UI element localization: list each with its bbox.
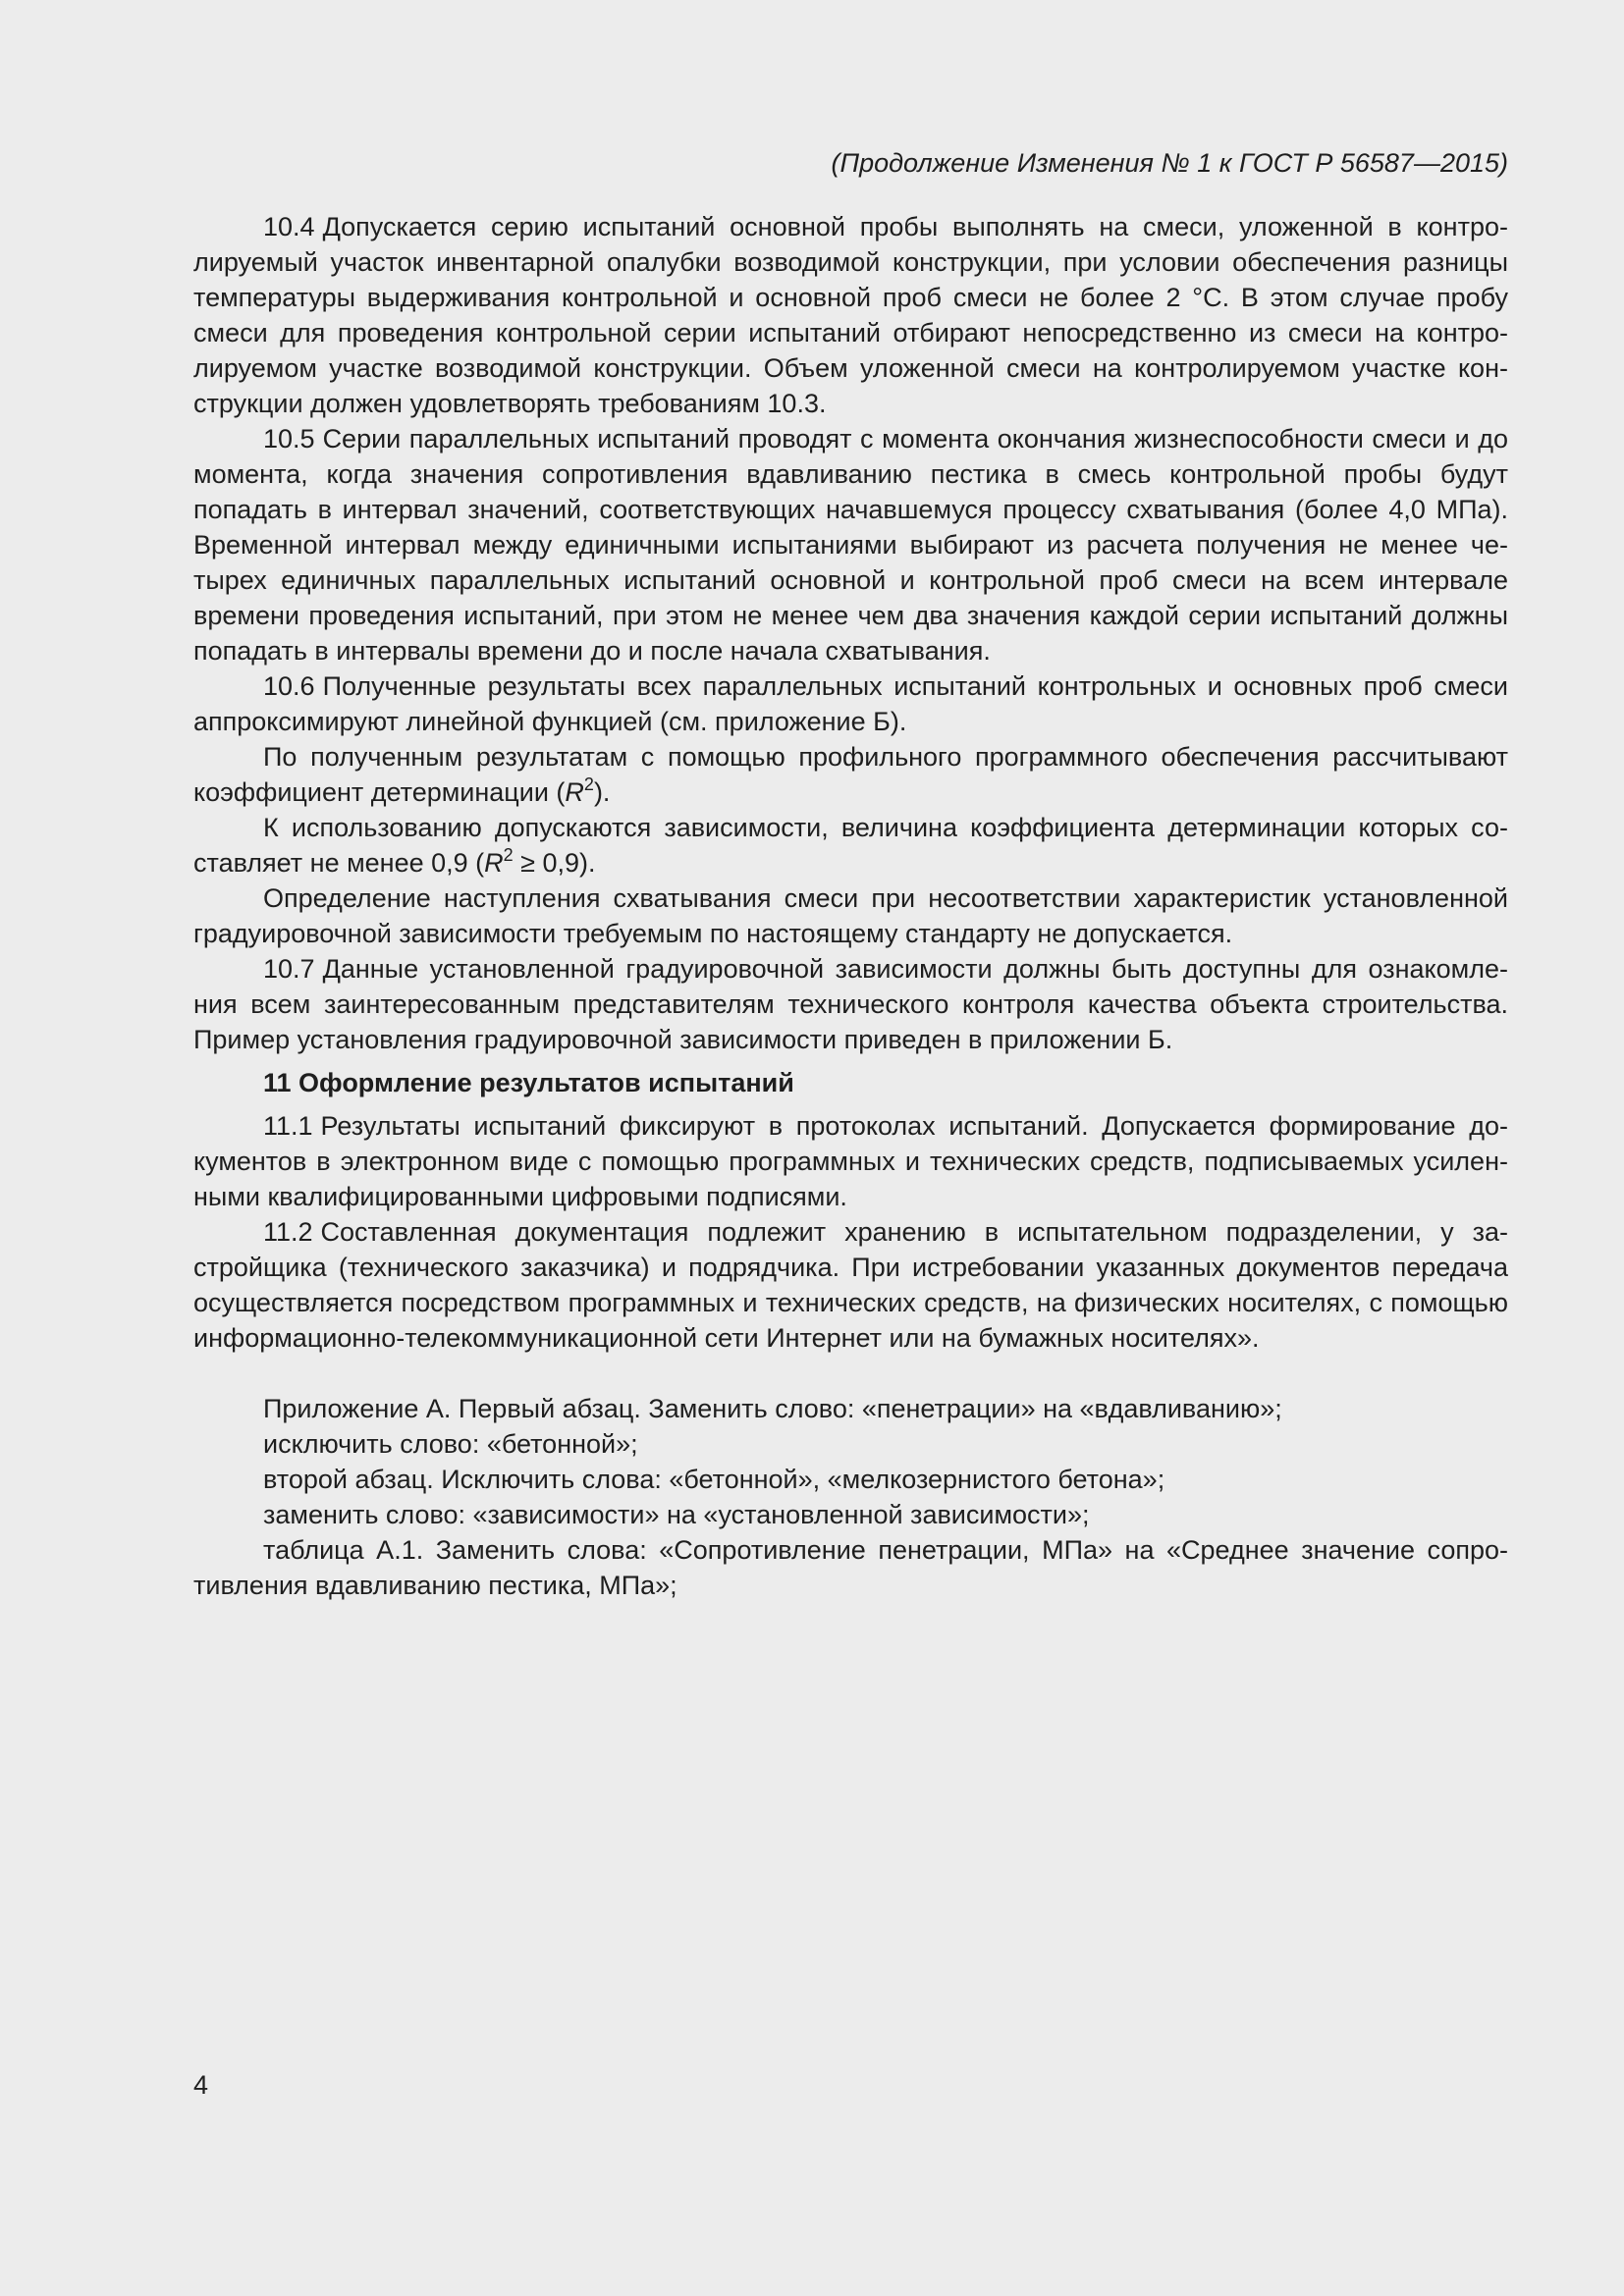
appendix-line-4: заменить слово: «зависимости» на «установленной зависимости»; (263, 1500, 1090, 1529)
paragraph-text: К использованию допускаются зависимости, величина коэффициента детерминации которых составляет не менее 0,9 ( (193, 813, 1508, 878)
paragraph-definition (193, 881, 1508, 951)
clause-number: 10.7 (263, 954, 315, 984)
paragraph-text: Данные установленной градуировочной зависимости должны быть доступны для ознакомления всем заинтересованным представителям технического контроля качества объекта строительства. Пример установления градуировочной зависимости приведен в приложении Б. (193, 954, 1508, 1054)
paragraph-10-7 (193, 951, 1508, 1057)
paragraph-text-end: ≥ 0,9). (513, 848, 596, 878)
paragraph-text: Допускается серию испытаний основной пробы выполнять на смеси, уложенной в контролируемый участок инвентарной опалубки возводимой конструкции, при условии обеспечения разницы температуры выдерживания контрольной и основной проб смеси не более 2 °С. В этом случае пробу смеси для проведения контрольной серии испытаний отбирают непосредственно из смеси на контролируемом участке возводимой конструкции. Объем уложенной смеси на контролируемом участке конструкции должен удовлетворять требованиям 10.3. (193, 212, 1508, 418)
clause-number: 11.2 (263, 1217, 313, 1247)
paragraph-text: Определение наступления схватывания смеси при несоответствии характеристик установленной градуировочной зависимости требуемым по настоящему стандарту не допускается. (193, 883, 1508, 948)
appendix-line-5: таблица А.1. Заменить слова: «Сопротивление пенетрации, МПа» на «Среднее значение сопротивления вдавливанию пестика, МПа»; (193, 1535, 1508, 1600)
paragraph-usage (193, 810, 1508, 881)
formula-superscript: 2 (583, 774, 594, 794)
section-11-heading: 11 Оформление результатов испытаний (263, 1068, 794, 1097)
paragraph-10-4 (193, 209, 1508, 421)
paragraph-text: Серии параллельных испытаний проводят с момента окончания жизнеспособности смеси и до момента, когда значения сопротивления вдавливанию пестика в смесь контрольной пробы будут попадать в интервал значений, соответствующих начавшемуся процессу схватывания (более 4,0 МПа). Временной интервал между единичными испытаниями выбирают из расчета получения не менее четырех единичных параллельных испытаний основной и контрольной проб смеси на всем интервале времени проведения испытаний, при этом не менее чем два значения каждой серии испытаний должны попадать в интервалы времени до и после начала схватывания. (193, 424, 1508, 666)
page-number: 4 (193, 2070, 209, 2100)
spacer (193, 1356, 1508, 1391)
paragraph-text: По полученным результатам с помощью профильного программного обеспечения рассчитывают коэффициент детерминации ( (193, 742, 1508, 807)
paragraph-determination (193, 739, 1508, 810)
appendix-line-1: Приложение А. Первый абзац. Заменить слово: «пенетрации» на «вдавливанию»; (263, 1394, 1282, 1423)
paragraph-11-2 (193, 1214, 1508, 1356)
paragraph-11-1 (193, 1108, 1508, 1214)
clause-number: 10.5 (263, 424, 315, 454)
clause-number: 11.1 (263, 1111, 313, 1141)
clause-number: 10.4 (263, 212, 315, 241)
formula-variable: R (484, 848, 504, 878)
running-header: (Продолжение Изменения № 1 к ГОСТ Р 56587—2015) (831, 148, 1508, 178)
appendix-line-2: исключить слово: «бетонной»; (263, 1429, 638, 1459)
document-body (193, 209, 1508, 1603)
formula-superscript: 2 (503, 845, 514, 865)
paragraph-text: Составленная документация подлежит хранению в испытательном подразделении, у застройщика (технического заказчика) и подрядчика. При истребовании указанных документов передача осуществляется посредством программных и технических средств, на физических носителях, с помощью информационно-телекоммуникационной сети Интернет или на бумажных носителях». (193, 1217, 1508, 1353)
formula-variable: R (565, 777, 584, 807)
paragraph-text: Результаты испытаний фиксируют в протоколах испытаний. Допускается формирование документов в электронном виде с помощью программных и технических средств, подписываемых усиленными квалифицированными цифровыми подписями. (193, 1111, 1508, 1211)
paragraph-10-6 (193, 668, 1508, 739)
paragraph-10-5 (193, 421, 1508, 668)
paragraph-text-end: ). (593, 777, 611, 807)
appendix-line-3: второй абзац. Исключить слова: «бетонной», «мелкозернистого бетона»; (263, 1465, 1165, 1494)
document-page (193, 0, 1508, 2296)
clause-number: 10.6 (263, 671, 315, 701)
paragraph-text: Полученные результаты всех параллельных испытаний контрольных и основных проб смеси аппроксимируют линейной функцией (см. приложение Б). (193, 671, 1508, 736)
